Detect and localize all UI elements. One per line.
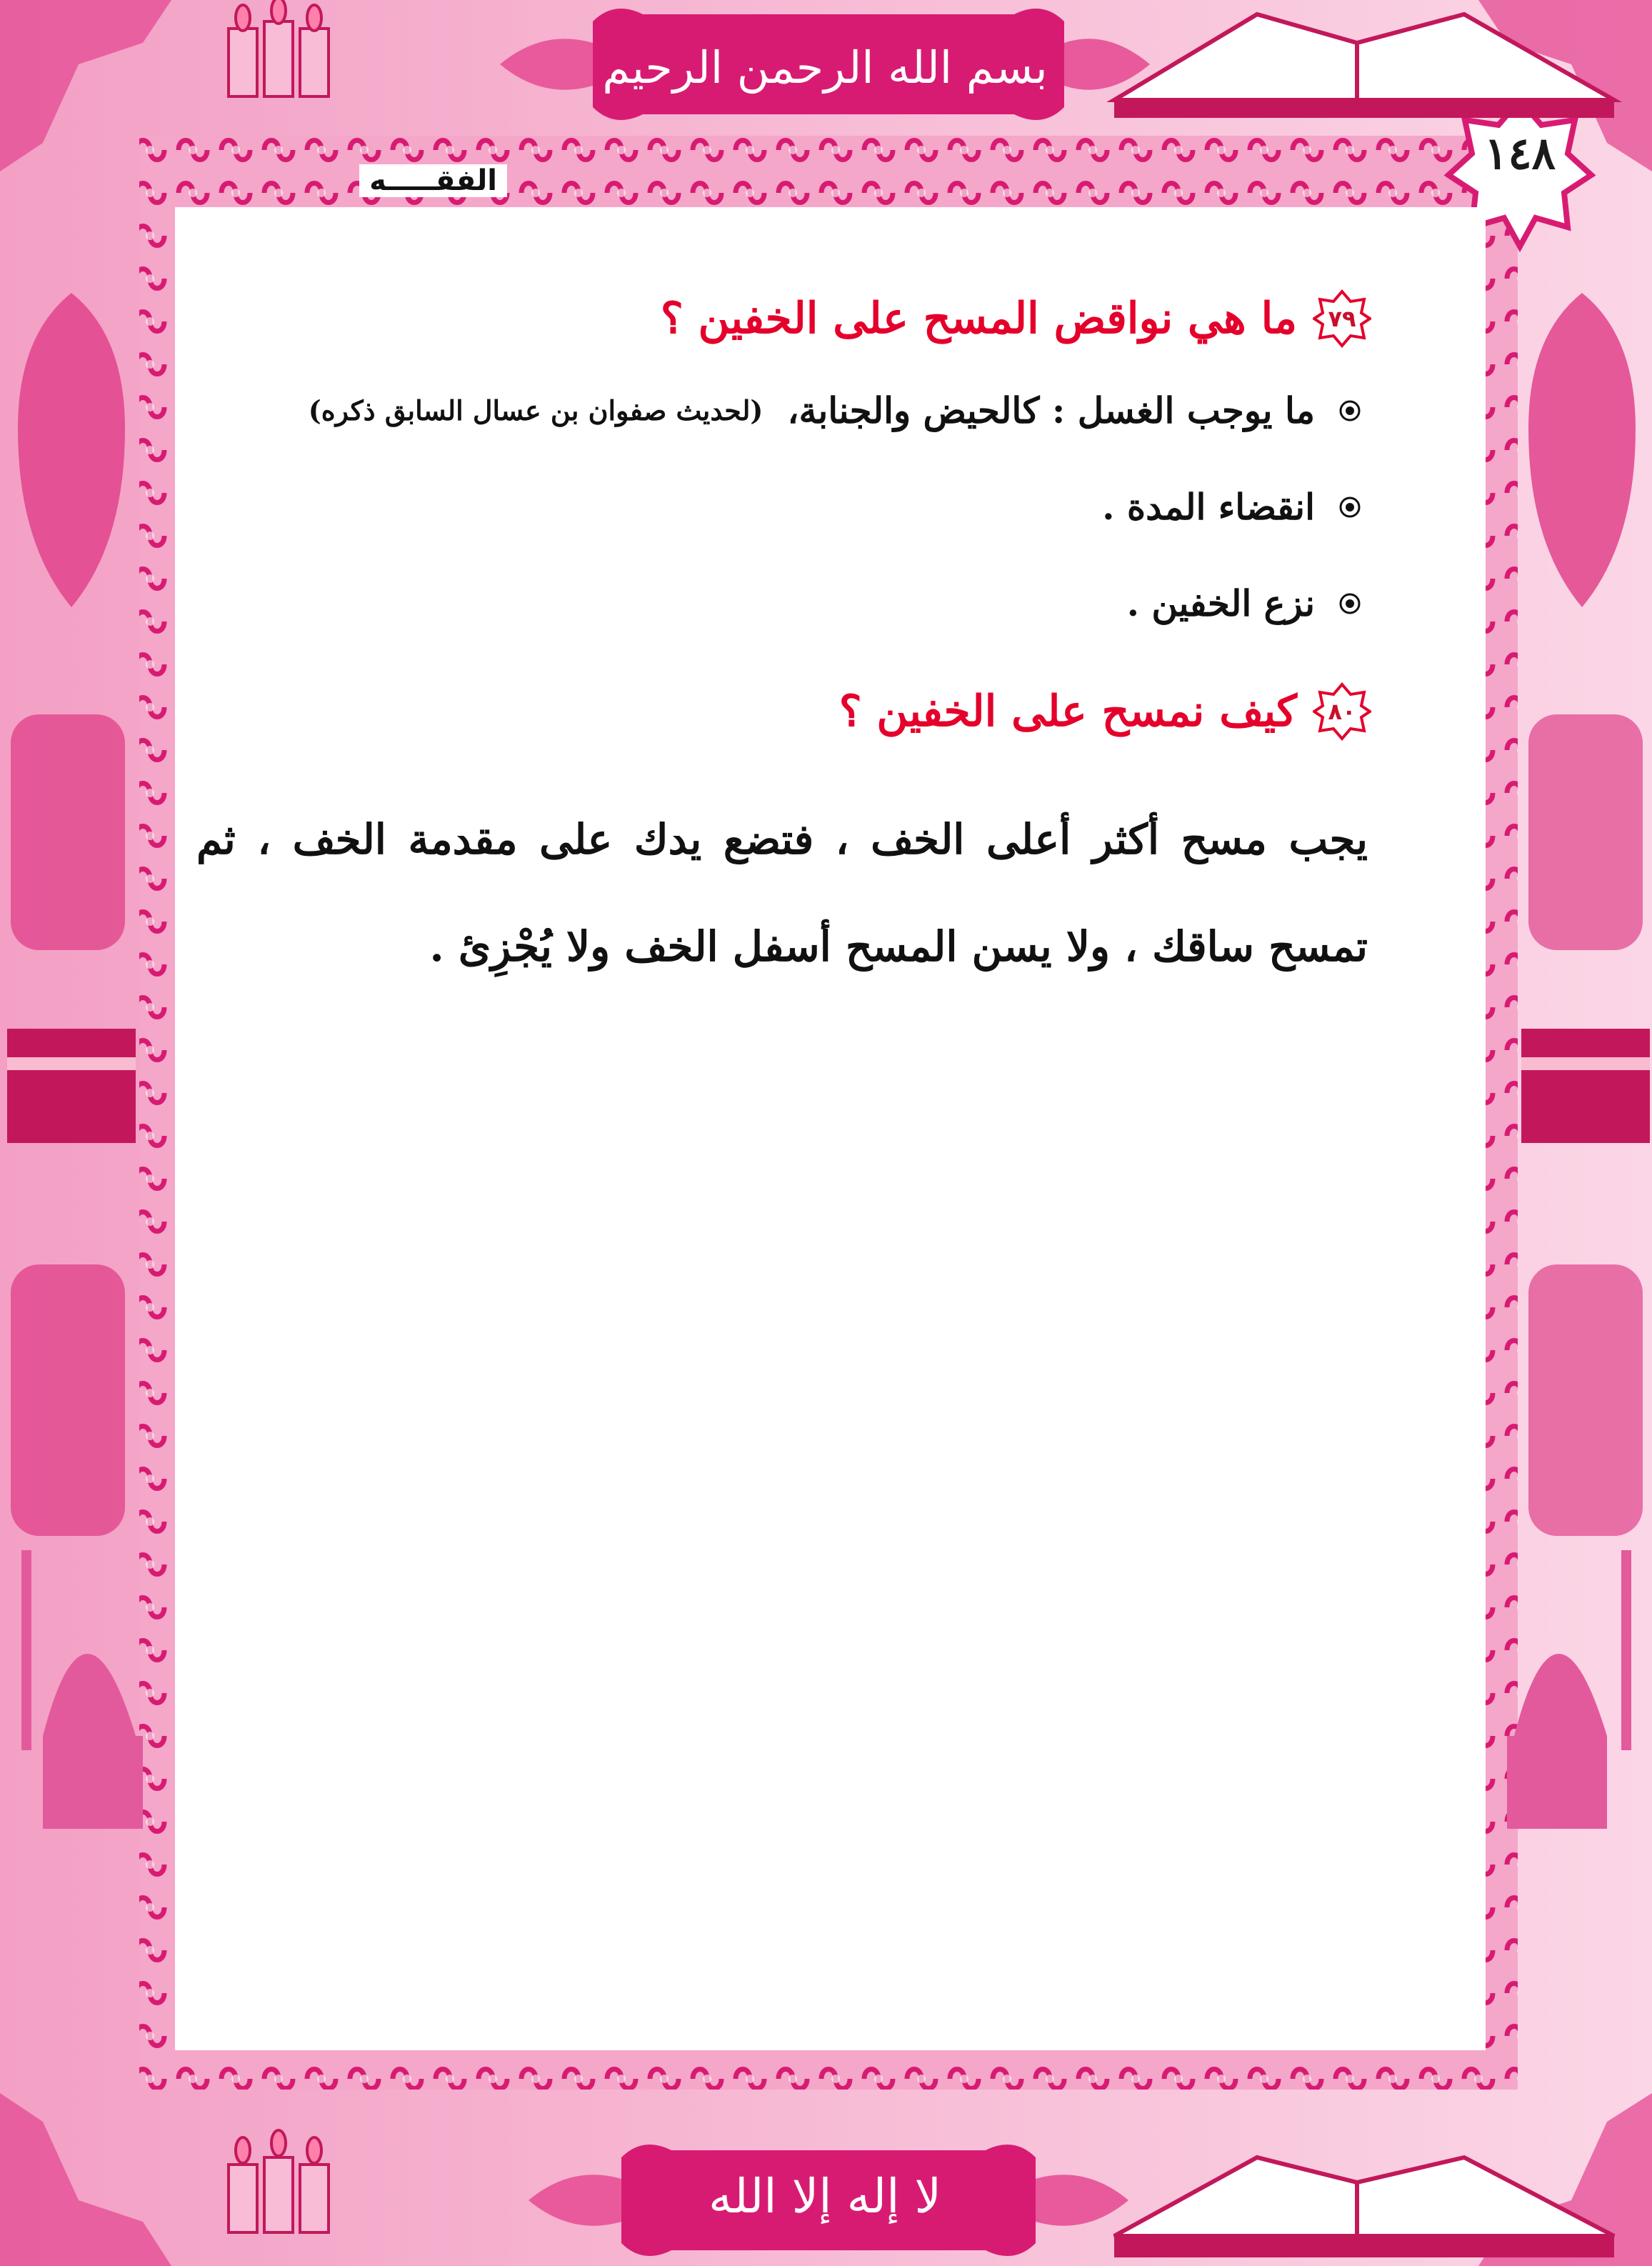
star-bullet-icon	[1339, 593, 1361, 614]
answer-paragraph: يجب مسح أكثر أعلى الخف ، فتضع يدك على مقدمة الخف ، ثم تمسح ساقك ، ولا يسن المسح أسفل الخف ولا يُجْزِئ .	[196, 815, 1368, 971]
candles-icon	[229, 0, 329, 96]
question-number: ٧٩	[1328, 305, 1356, 332]
question-number-badge	[1313, 682, 1371, 741]
basmala-banner: بسم الله الرحمن الرحيم	[602, 41, 1048, 94]
question-80	[839, 682, 1371, 741]
bullet-text: انقضاء المدة .	[1102, 486, 1315, 528]
star-bullet-icon	[1339, 496, 1361, 518]
bullet-text: ما يوجب الغسل : كالحيض والجنابة،	[787, 389, 1315, 431]
tahlil-banner: لا إله إلا الله	[708, 2169, 942, 2224]
list-item	[309, 389, 1361, 431]
page-number: ١٤٨	[1484, 127, 1556, 179]
question-text: كيف نمسح على الخفين ؟	[838, 687, 1297, 737]
bullet-note: (لحديث صفوان بن عسال السابق ذكره)	[308, 394, 764, 426]
page-content	[175, 164, 1486, 2050]
list-item	[1127, 582, 1361, 624]
bullet-text: نزع الخفين .	[1126, 582, 1315, 624]
section-title: الفقـــــه	[359, 164, 507, 197]
star-bullet-icon	[1339, 400, 1361, 421]
candles-icon	[229, 2130, 329, 2232]
question-number: ٨٠	[1328, 698, 1356, 725]
question-79	[661, 289, 1371, 348]
list-item	[1102, 486, 1361, 528]
question-text: ما هي نواقض المسح على الخفين ؟	[660, 294, 1297, 344]
question-number-badge	[1313, 289, 1371, 348]
